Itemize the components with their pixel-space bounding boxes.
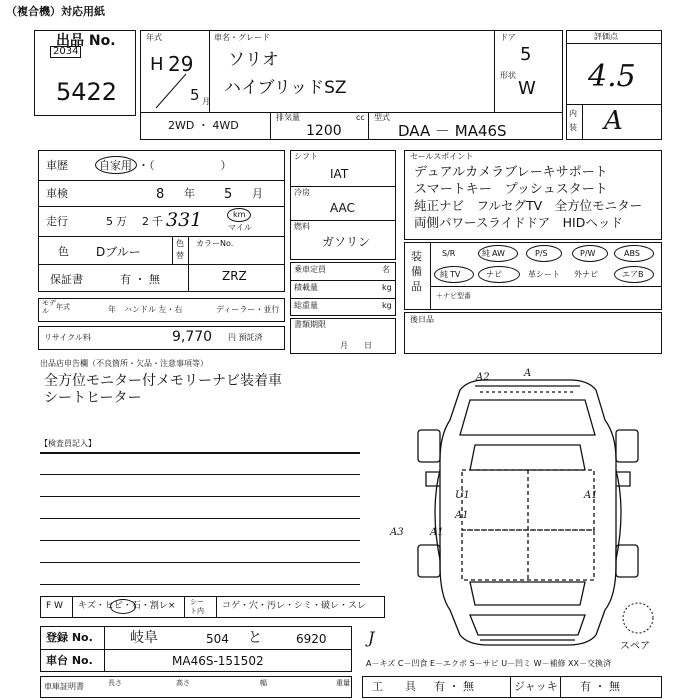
equip-ps: P/S: [535, 249, 548, 258]
sales-line-4: 両側パワースライドドア HIDヘッド: [414, 215, 623, 230]
mileage-km: km: [233, 210, 246, 219]
jack-value: 有 ・ 無: [580, 680, 620, 693]
color-code: ZRZ: [222, 269, 247, 283]
shift-value: IAT: [330, 167, 349, 181]
shift-label: シフト: [294, 152, 318, 161]
model-year-label-2: ル: [42, 307, 49, 315]
equip-tv-prefix: 純: [440, 270, 448, 279]
remarks-label: 出品店申告欄（不良箇所・欠品・注意事項等）: [40, 359, 208, 368]
equip-outer-navi: 外ナビ: [574, 270, 598, 279]
history-circled: 自家用: [99, 159, 132, 172]
chassis-label: 車台 No.: [46, 654, 93, 667]
model-code-value: DAA － MA46S: [398, 122, 507, 140]
registration-number: 6920: [296, 632, 327, 646]
divider: [290, 220, 396, 221]
ac-value: AAC: [330, 201, 355, 215]
mark-a2: A2: [476, 372, 490, 383]
mileage-man-unit: 万: [116, 215, 127, 228]
garage-label: 車庫証明書: [44, 682, 84, 691]
divider: [140, 112, 563, 113]
name-label: 車名・グレード: [214, 33, 270, 42]
fw-items2: コゲ・穴・汚レ・シミ・破レ・スレ: [222, 601, 367, 611]
equip-sr: S/R: [442, 249, 456, 258]
divider: [290, 298, 396, 299]
garage-opt-1: 長さ: [108, 679, 122, 687]
mileage-mile: マイル: [228, 223, 252, 232]
divider: [38, 206, 285, 207]
equipment-label-2: 備: [411, 265, 422, 278]
year-month: 5: [190, 86, 200, 104]
displacement-value: 1200: [306, 123, 342, 139]
color-change-2: 替: [176, 251, 184, 260]
registration-class: 504: [206, 632, 229, 646]
garage-opt-4: 重量: [336, 679, 350, 687]
dealer: ディーラー・並行: [216, 305, 280, 314]
rule: [40, 584, 360, 585]
tools-label: 工 具: [372, 680, 416, 693]
equip-leather: 革シート: [528, 270, 560, 279]
history-label: 車歴: [46, 159, 68, 172]
divider: [38, 264, 285, 265]
legend-text: A－キズ C－凹食 E－エクボ S－サビ U－凹ミ W－補修 XX－交換済: [366, 659, 612, 668]
year-label: 年式: [146, 33, 162, 42]
mark-a3: A3: [390, 527, 404, 538]
fw-label2-1: シー: [190, 598, 204, 606]
divider: [188, 236, 189, 292]
score-label: 評価点: [594, 32, 618, 41]
equipment-label-1: 装: [411, 250, 422, 263]
door-value: 5: [520, 44, 532, 65]
score-value: 4.5: [588, 59, 636, 94]
mark-a1-left: A1: [455, 510, 469, 521]
year-era: H: [150, 54, 164, 75]
mark-a1-lower: A1: [430, 527, 444, 538]
divider: [430, 242, 431, 310]
divider: [560, 676, 561, 698]
inspector-mark: J: [368, 628, 375, 647]
lot-label: 出品 No.: [56, 33, 116, 49]
divider: [72, 596, 73, 618]
mileage-rest: 331: [166, 209, 203, 231]
jack-label: ジャッキ: [514, 680, 558, 693]
model-year-unit: 年: [108, 305, 116, 314]
rear-label: 後日品: [410, 315, 434, 324]
capacity-unit: 名: [382, 265, 390, 274]
divider: [566, 104, 662, 105]
model-year-label-1: モデ: [42, 299, 56, 307]
fw-items: キズ・ヒビ・石・割レ×: [78, 601, 176, 611]
remarks-line-2: シートヒーター: [44, 390, 142, 406]
divider: [38, 236, 285, 237]
model-year-label-3: 年式: [56, 303, 70, 311]
name-grade: ハイブリッドSZ: [224, 78, 347, 98]
divider: [216, 596, 217, 618]
tools-value: 有 ・ 無: [434, 680, 474, 693]
equip-tv: TV: [450, 270, 461, 279]
sales-label: セールスポイント: [410, 152, 474, 161]
divider: [290, 280, 396, 281]
color-label: 色: [58, 245, 69, 258]
sales-line-2: スマートキー プッシュスタート: [414, 182, 608, 197]
garage-box: [40, 676, 352, 698]
door-label: ドア: [500, 33, 516, 42]
mileage-sen-unit: 千: [152, 215, 163, 228]
rule: [40, 518, 360, 519]
color-value: Dブルー: [96, 245, 141, 259]
registration-place: 岐阜: [130, 630, 158, 646]
history-rest: ・（ ）: [138, 159, 232, 172]
rule: [40, 496, 360, 497]
lot-tag: 2034: [50, 46, 81, 58]
load-unit: kg: [382, 283, 392, 292]
mark-a-top: A: [524, 368, 532, 379]
interior-label-2: 装: [569, 123, 577, 132]
divider: [40, 649, 352, 650]
displacement-label: 排気量: [276, 113, 300, 122]
mileage-label: 走行: [46, 215, 68, 228]
warranty-value: 有 ・ 無: [120, 273, 160, 286]
shaken-year-unit: 年: [184, 187, 195, 200]
doc-expiry-label: 書類期限: [294, 320, 326, 329]
handle: ハンドル 左・右: [124, 305, 183, 314]
mark-u1: U1: [455, 490, 470, 501]
lot-number: 5422: [56, 78, 118, 106]
recycle-unit: 円 預託済: [228, 333, 263, 342]
equip-abs: ABS: [624, 249, 640, 258]
divider: [38, 180, 285, 181]
sales-line-3: 純正ナビ フルセグTV 全方位モニター: [414, 198, 643, 213]
equip-pw: P/W: [580, 249, 596, 258]
fuel-label: 燃料: [294, 222, 310, 231]
weight-unit: kg: [382, 301, 392, 310]
equip-note: ＋ナビ型番: [436, 292, 471, 300]
fuel-value: ガソリン: [322, 235, 371, 249]
rear-box: [404, 312, 662, 354]
divider: [104, 626, 105, 672]
divider: [270, 112, 271, 140]
divider: [184, 596, 185, 618]
model-code-label: 型式: [374, 113, 390, 122]
spare-label: スペア: [620, 641, 650, 652]
rule: [40, 562, 360, 563]
shaken-label: 車検: [46, 187, 68, 200]
shape-value: W: [518, 78, 536, 99]
header-text: （複合機）対応用紙: [6, 5, 105, 18]
interior-label-1: 内: [569, 109, 577, 118]
divider: [368, 112, 369, 140]
remarks-line-1: 全方位モニター付メモリーナビ装着車: [44, 373, 282, 389]
chassis-value: MA46S-151502: [172, 654, 264, 668]
mark-a1-right: A1: [584, 490, 598, 501]
fw-label2-2: ト内: [190, 607, 204, 615]
year-value: 29: [168, 52, 194, 76]
garage-opt-2: 高さ: [176, 679, 190, 687]
recycle-label: リサイクル料: [44, 333, 91, 342]
color-change-1: 色: [176, 239, 184, 248]
displacement-unit: cc: [356, 113, 365, 122]
mileage-sen: 2: [142, 215, 149, 228]
year-month-unit: 月: [202, 97, 210, 106]
shaken-month-unit: 月: [252, 187, 263, 200]
divider: [430, 286, 662, 287]
mileage-man: 5: [106, 215, 113, 228]
weight-label: 総重量: [294, 301, 318, 310]
shaken-year: 8: [156, 187, 165, 202]
ac-label: 冷房: [294, 188, 310, 197]
rule: [40, 474, 360, 475]
interior-value: A: [604, 106, 623, 136]
car-diagram: [390, 360, 690, 650]
garage-opt-3: 幅: [260, 679, 267, 687]
divider: [582, 104, 583, 140]
equip-aw-prefix: 純: [482, 249, 490, 258]
recycle-value: 9,770: [172, 329, 213, 345]
doc-expiry-unit: 月 日: [340, 341, 372, 350]
drive-text: 2WD ・ 4WD: [168, 119, 239, 132]
year-slash: [150, 72, 190, 112]
shaken-month: 5: [224, 187, 233, 202]
rule: [40, 452, 360, 454]
divider: [290, 186, 396, 187]
equipment-label-3: 品: [411, 280, 422, 293]
warranty-label: 保証書: [50, 273, 83, 286]
divider: [510, 676, 511, 698]
inspector-label: 【検査員記入】: [40, 439, 96, 448]
equip-airbag: エアB: [622, 270, 644, 279]
fw-label: F W: [46, 601, 63, 611]
registration-label: 登録 No.: [46, 631, 93, 644]
equip-aw: AW: [492, 249, 505, 258]
load-label: 積載量: [294, 283, 318, 292]
rule: [40, 540, 360, 541]
shape-label: 形状: [500, 71, 516, 80]
divider: [172, 236, 173, 264]
sales-line-1: デュアルカメラブレーキサポート: [414, 165, 608, 180]
capacity-label: 乗車定員: [294, 265, 326, 274]
registration-kana: と: [248, 630, 262, 646]
divider: [566, 43, 662, 44]
color-code-label: カラーNo.: [196, 239, 234, 248]
divider: [494, 30, 495, 112]
name-model: ソリオ: [228, 50, 279, 70]
equip-navi: ナビ: [486, 270, 502, 279]
